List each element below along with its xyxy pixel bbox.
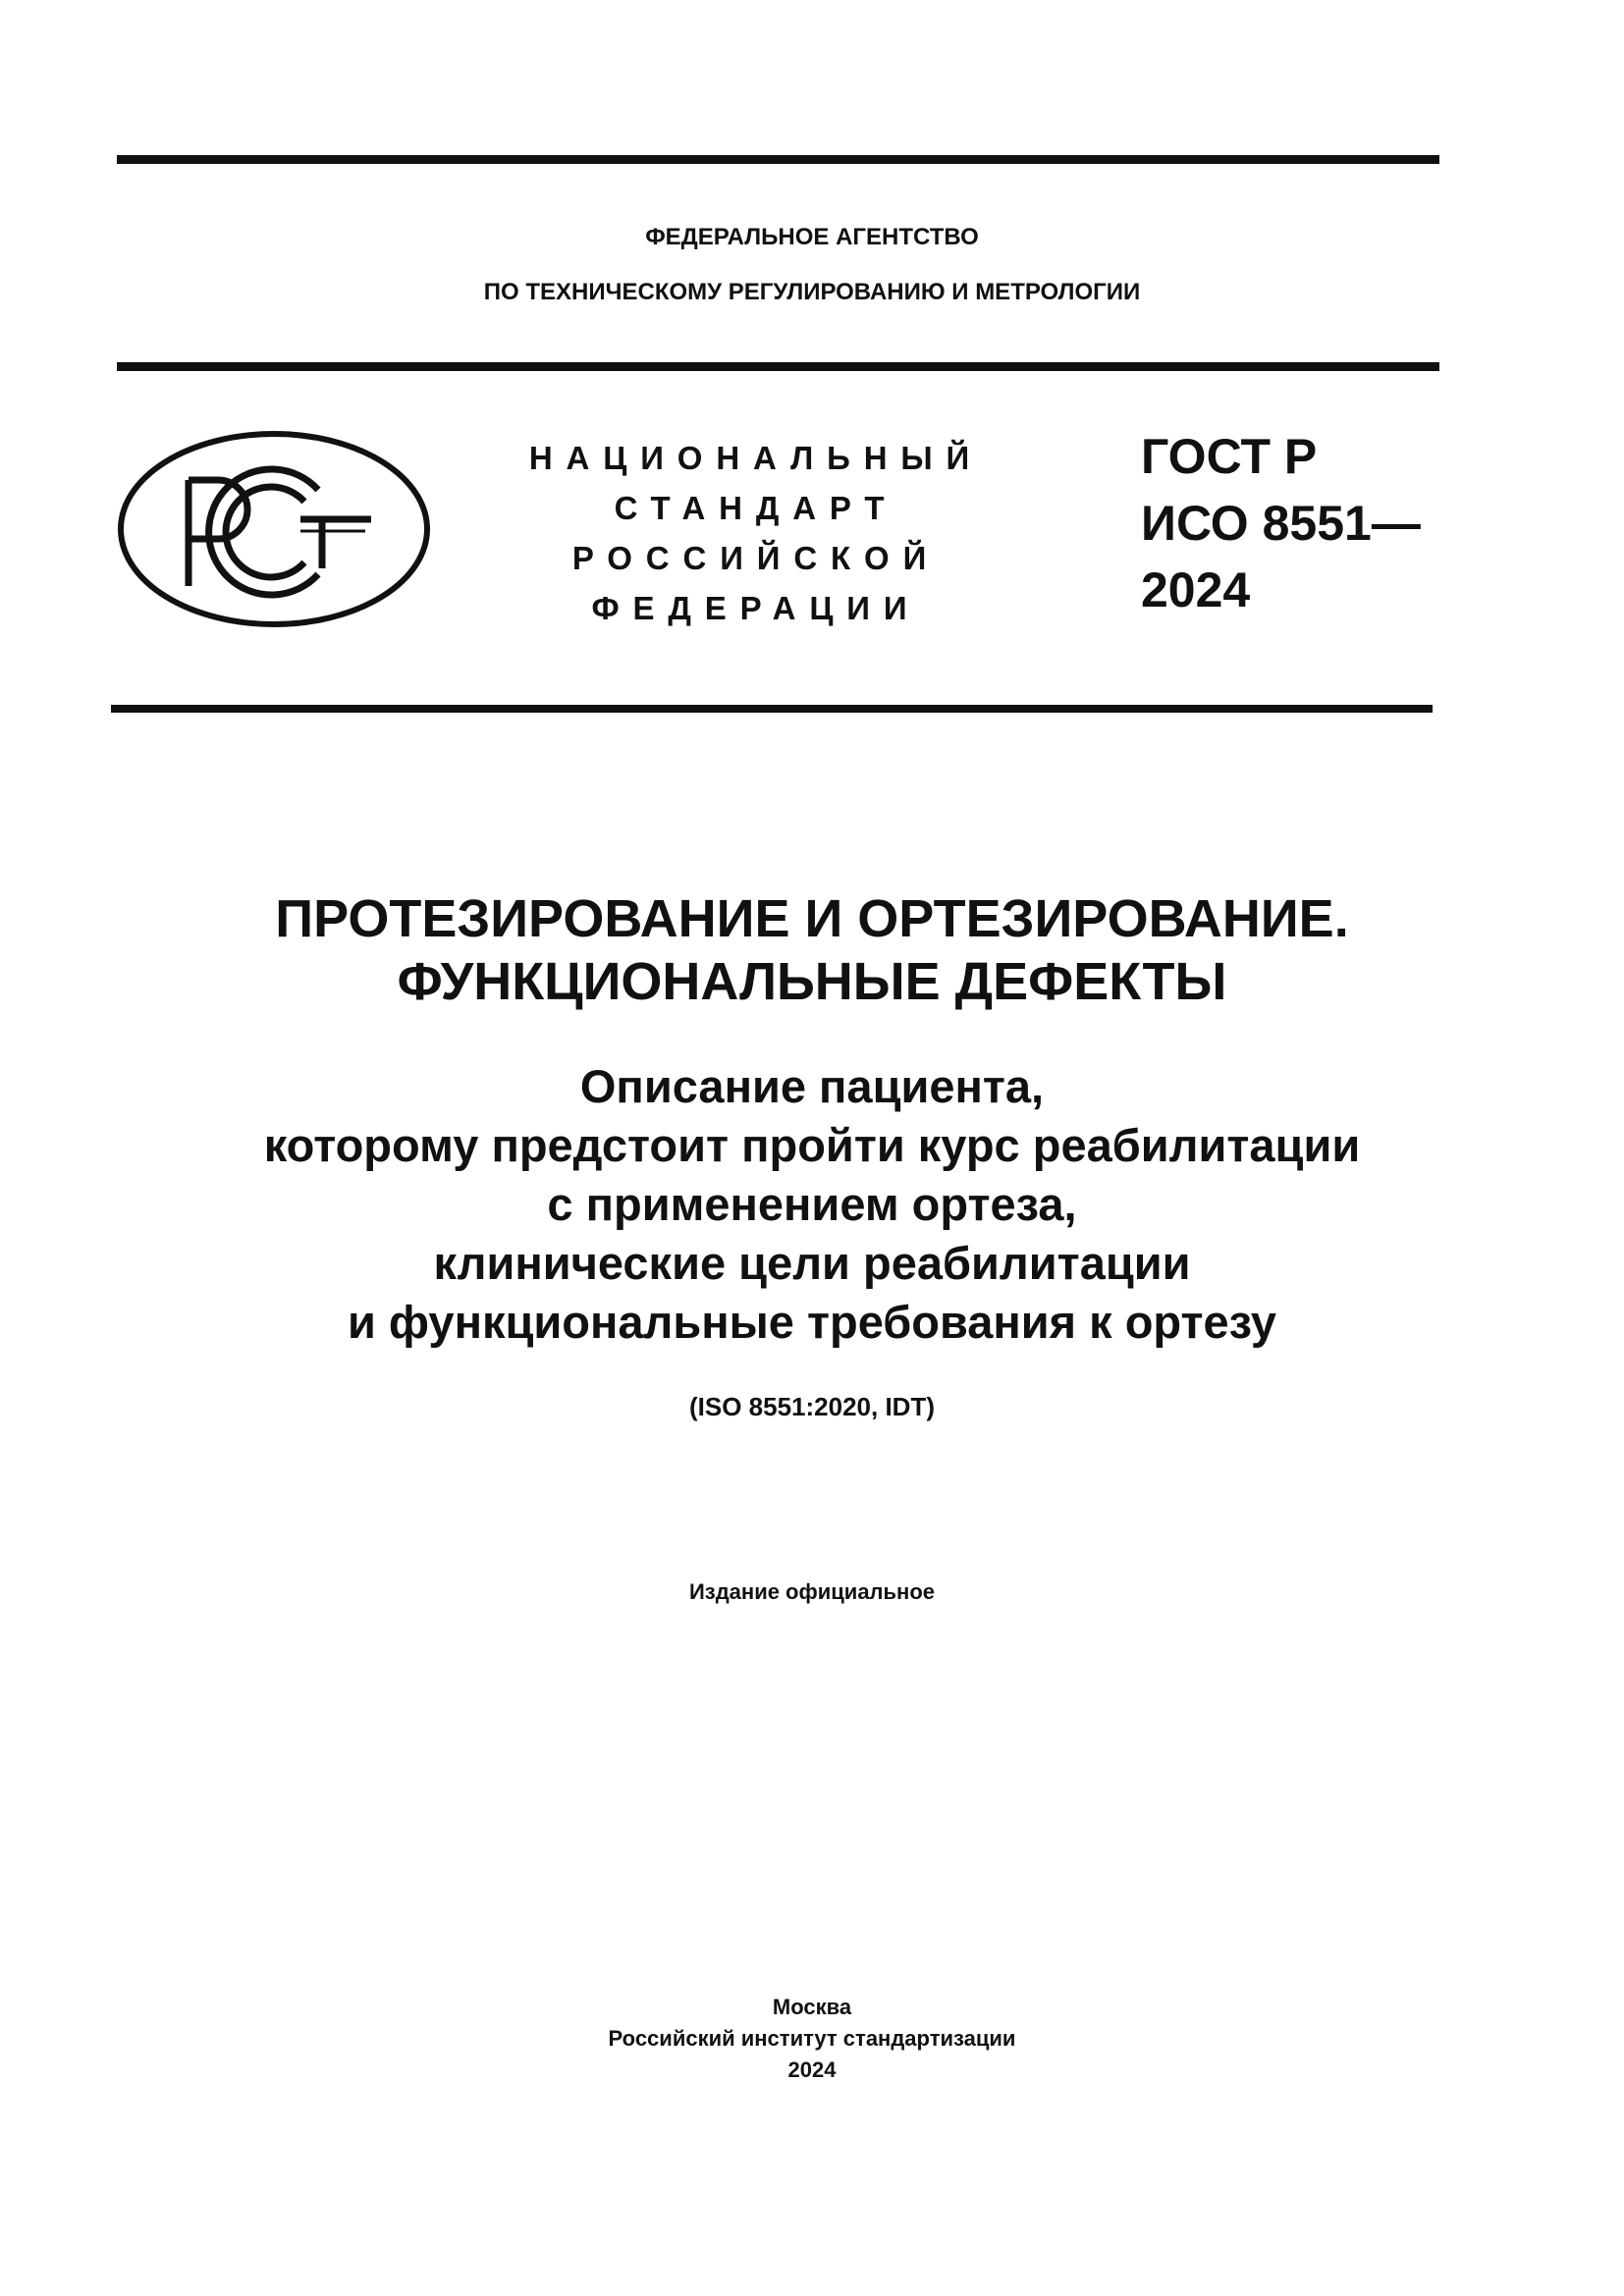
designation-line-2: ИСО 8551—	[1141, 496, 1421, 551]
standard-type-line-2: СТАНДАРТ	[614, 490, 898, 526]
subtitle-line-3: с применением ортеза,	[547, 1178, 1077, 1230]
footer-city: Москва	[772, 1995, 852, 2019]
subtitle-line-5: и функциональные требования к ортезу	[347, 1296, 1277, 1348]
subtitle-line-4: клинические цели реабилитации	[433, 1237, 1191, 1289]
logo-section-rule	[111, 705, 1433, 713]
footer-year: 2024	[787, 2057, 837, 2082]
edition-label: Издание официальное	[688, 1579, 936, 1604]
header-rule	[117, 362, 1439, 371]
top-rule	[117, 155, 1439, 164]
iso-reference: (ISO 8551:2020, IDT)	[689, 1392, 935, 1421]
rst-mark-icon	[116, 429, 432, 629]
title-line-2: ФУНКЦИОНАЛЬНЫЕ ДЕФЕКТЫ	[397, 952, 1227, 1011]
designation-line-3: 2024	[1141, 562, 1251, 617]
standard-type-line-3: РОССИЙСКОЙ	[571, 540, 941, 576]
standard-type-line-4: ФЕДЕРАЦИИ	[591, 590, 921, 626]
agency-line-2: ПО ТЕХНИЧЕСКОМУ РЕГУЛИРОВАНИЮ И МЕТРОЛОГИИ	[483, 279, 1141, 305]
designation-line-1: ГОСТ Р	[1141, 429, 1318, 484]
standard-type-line-1: НАЦИОНАЛЬНЫЙ	[528, 440, 984, 476]
subtitle-line-1: Описание пациента,	[579, 1060, 1045, 1112]
agency-line-1: ФЕДЕРАЛЬНОЕ АГЕНТСТВО	[645, 224, 979, 250]
footer-publisher: Российский институт стандартизации	[608, 2026, 1016, 2051]
subtitle-line-2: которому предстоит пройти курс реабилитации	[263, 1119, 1361, 1171]
title-line-1: ПРОТЕЗИРОВАНИЕ И ОРТЕЗИРОВАНИЕ.	[275, 889, 1349, 948]
